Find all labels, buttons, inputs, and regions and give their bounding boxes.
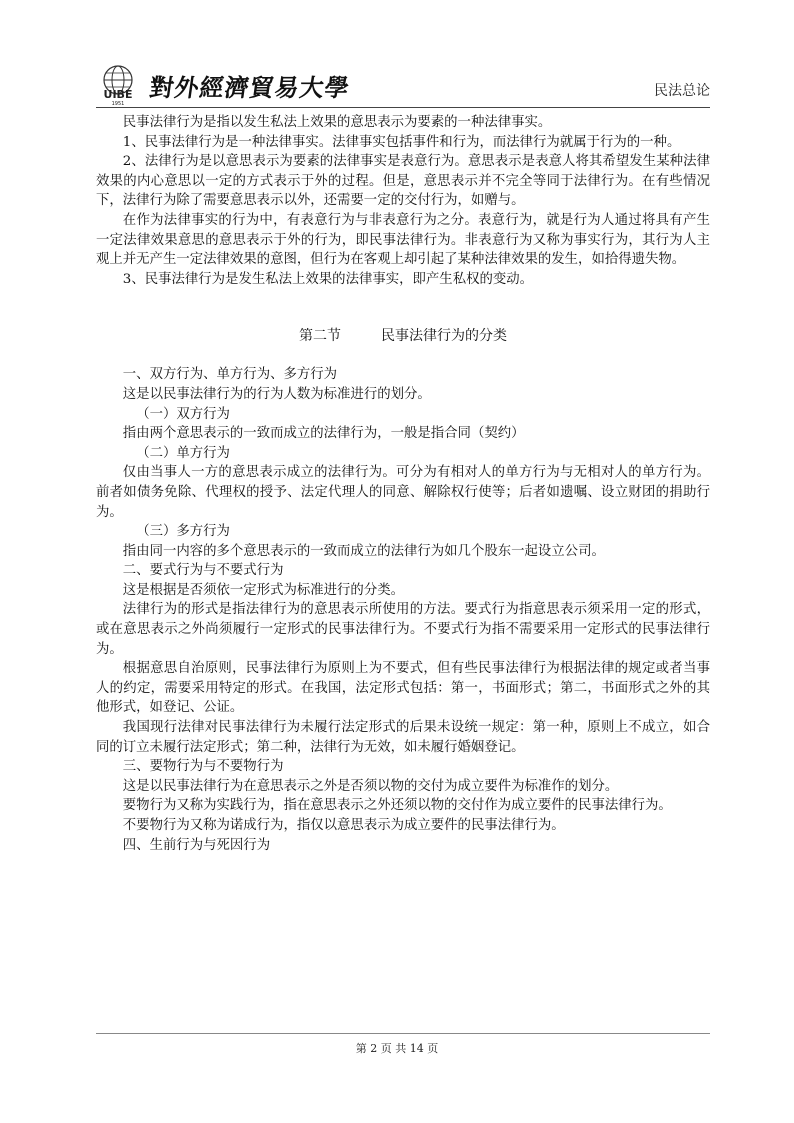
page-number: 第 2 页 共 14 页 [355,1042,439,1055]
paragraph: 仅由当事人一方的意思表示成立的法律行为。可分为有相对人的单方行为与无相对人的单方行为。前者如债务免除、代理权的授予、法定代理人的同意、解除权行使等；后者如遗嘱、设立财团的捐助行为。 [96,465,710,520]
heading-2: 二、要式行为与不要式行为 [122,563,284,579]
logo-year: 1951 [111,101,125,106]
paragraph: 法律行为的形式是指法律行为的意思表示所使用的方法。要式行为指意思表示须采用一定的形式，或在意思表示之外尚须履行一定形式的民事法律行为。不要式行为指不需要采用一定形式的民事法律行为。 [96,602,710,657]
paragraph: 指由同一内容的多个意思表示的一致而成立的法律行为如几个股东一起设立公司。 [122,543,605,559]
section-number: 第二节 [299,328,341,345]
section-title [96,325,710,347]
paragraph: 这是以民事法律行为在意思表示之外是否须以物的交付为成立要件为标准作的划分。 [122,778,619,794]
header-divider [96,107,710,108]
footer-divider [96,1033,710,1034]
paragraph: 这是根据是否须依一定形式为标准进行的分类。 [122,582,404,598]
paragraph: 我国现行法律对民事法律行为未履行法定形式的后果未设统一规定：第一种，原则上不成立，如合同的订立未履行法定形式；第二种，法律行为无效，如未履行婚姻登记。 [96,720,710,755]
paragraph: 根据意思自治原则，民事法律行为原则上为不要式，但有些民事法律行为根据法律的规定或者当事人的约定，需要采用特定的形式。在我国，法定形式包括：第一，书面形式；第二，书面形式之外的其他形式，如登记、公证。 [96,661,710,716]
heading-1: 一、双方行为、单方行为、多方行为 [122,367,338,383]
heading-3: 三、要物行为与不要物行为 [122,759,284,775]
subheading: （三）多方行为 [136,524,230,540]
course-title: 民法总论 [654,83,710,99]
document-body [96,113,710,855]
paragraph: 这是以民事法律行为的行为人数为标准进行的划分。 [122,386,431,402]
paragraph: 民事法律行为是指以发生私法上效果的意思表示为要素的一种法律事实。 [122,115,552,130]
page-header [96,58,710,106]
paragraph: 指由两个意思表示的一致而成立的法律行为，一般是指合同（契约） [122,426,525,442]
paragraph: 1、民事法律行为是一种法律事实。法律事实包括事件和行为，而法律行为就属于行为的一种。 [122,134,681,150]
paragraph: 2、法律行为是以意思表示为要素的法律事实是表意行为。意思表示是表意人将其希望发生某种法律效果的内心意思以一定的方式表示于外的过程。但是，意思表示并不完全等同于法律行为。在有些情况下，法律行为除了需要意思表示以外，还需要一定的交付行为，如赠与。 [96,154,710,209]
heading-4: 四、生前行为与死因行为 [122,837,271,853]
subheading: （一）双方行为 [136,406,230,422]
section-heading: 民事法律行为的分类 [381,328,507,345]
paragraph: 不要物行为又称为诺成行为，指仅以意思表示为成立要件的民事法律行为。 [122,818,565,833]
university-logo-icon [96,62,140,106]
logo-text: UIBE [103,88,133,101]
paragraph: 3、民事法律行为是发生私法上效果的法律事实，即产生私权的变动。 [122,271,534,287]
paragraph: 要物行为又称为实践行为，指在意思表示之外还须以物的交付作为成立要件的民事法律行为。 [122,798,672,814]
paragraph: 在作为法律事实的行为中，有表意行为与非表意行为之分。表意行为，就是行为人通过将具有产生一定法律效果意思的意思表示于外的行为，即民事法律行为。非表意行为又称为事实行为，其行为人主观上并无产生一定法律效果的意图，但行为在客观上却引起了某种法律效果的发生，如拾得遗失物。 [96,212,710,268]
subheading: （二）单方行为 [136,445,230,461]
university-name: 對外經濟貿易大學 [147,73,352,102]
